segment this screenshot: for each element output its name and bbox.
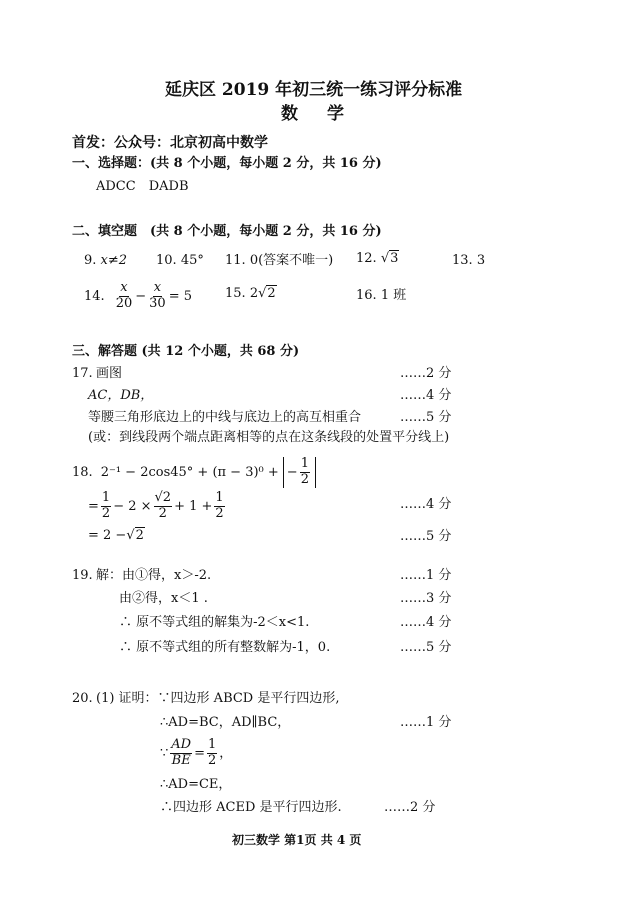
q18-l3-sqrt: √2 xyxy=(126,528,144,543)
q10-number: 10. xyxy=(156,253,177,268)
q20-half-numerator: 1 xyxy=(208,737,217,752)
q18-l2-num-3: 1 xyxy=(215,490,224,505)
q11-number: 11. xyxy=(225,253,246,268)
section1-answers: ADCC DADB xyxy=(96,179,189,194)
q18-line1 xyxy=(72,457,316,488)
q9 xyxy=(84,254,127,267)
q15-number: 15. xyxy=(225,286,246,301)
q15 xyxy=(225,287,277,300)
q17-line2: AC，DB， xyxy=(88,388,154,403)
q20-line3 xyxy=(160,738,232,769)
section2-heading: 二、填空题 (共 8 个小题，每小题 2 分，共 16 分) xyxy=(72,224,382,239)
q17-score1: ……2 分 xyxy=(400,366,452,381)
q11-answer: 0(答案不唯一) xyxy=(249,253,334,268)
q20-half-denominator: 2 xyxy=(208,752,217,768)
q19-score3: ……4 分 xyxy=(400,615,452,630)
q19-number: 19. xyxy=(72,568,93,583)
q12-radicand: 3 xyxy=(390,251,399,266)
q20-fraction-half xyxy=(207,738,217,769)
q17-line3: 等腰三角形底边上的中线与底边上的高互相重合 xyxy=(88,410,362,425)
page-footer: 初三数学 第1页 共 4 页 xyxy=(232,833,362,847)
q14 xyxy=(84,281,192,312)
page-title: 延庆区 2019 年初三统一练习评分标准 xyxy=(165,80,463,100)
q14-numerator-1: x xyxy=(120,280,128,295)
q10 xyxy=(156,254,204,267)
subject-title: 数 学 xyxy=(281,104,350,124)
q11 xyxy=(225,254,333,267)
q18-l2-equals: = xyxy=(88,498,99,514)
q12 xyxy=(356,252,399,265)
q15-coefficient: 2 xyxy=(249,286,259,301)
q20-line4: ∴AD=CE， xyxy=(160,777,232,792)
q20-because: ∵ xyxy=(160,745,169,761)
q19-score1: ……1 分 xyxy=(400,568,452,583)
q14-fraction-1 xyxy=(115,281,134,312)
q18-absolute-value xyxy=(283,457,316,488)
q9-answer: x≠2 xyxy=(100,253,128,268)
q14-denominator-2: 30 xyxy=(149,295,166,311)
q18-l3-radicand: 2 xyxy=(135,528,144,543)
q20-fraction-ad-be xyxy=(170,738,192,769)
q15-sqrt: √2 xyxy=(258,286,276,301)
q17-score3: ……5 分 xyxy=(400,410,452,425)
q9-number: 9. xyxy=(84,253,97,268)
q20-frac-denominator: BE xyxy=(171,752,191,768)
q20-comma: ， xyxy=(219,745,233,761)
q19-score4: ……5 分 xyxy=(400,640,452,655)
q12-number: 12. xyxy=(356,251,377,266)
q18-l2-fraction-2 xyxy=(154,491,173,522)
q13-answer: 3 xyxy=(476,253,486,268)
q17-line4: (或：到线段两个端点距离相等的点在这条线段的处置平分线上) xyxy=(88,430,450,445)
q19-line1: 解：由①得，x＞-2. xyxy=(96,568,212,583)
q14-minus: − xyxy=(135,288,147,304)
q18-number: 18. xyxy=(72,464,93,480)
q19-score2: ……3 分 xyxy=(400,591,452,606)
source-line: 首发：公众号：北京初高中数学 xyxy=(72,135,268,151)
q20-line2: ∴AD=BC，AD∥BC， xyxy=(160,715,291,730)
section1-heading: 一、选择题：(共 8 个小题，每小题 2 分，共 16 分) xyxy=(72,156,382,171)
q18-abs-numerator: 1 xyxy=(300,456,309,471)
q18-abs-fraction xyxy=(300,457,310,488)
q19-line3: ∴ 原不等式组的解集为-2＜x<1. xyxy=(119,615,310,630)
q14-numerator-2: x xyxy=(153,280,162,295)
q17-line1: 画图 xyxy=(96,366,123,381)
q20-equals: = xyxy=(194,745,205,761)
q20-score2: ……1 分 xyxy=(400,715,452,730)
q19-line4: ∴ 原不等式组的所有整数解为-1，0. xyxy=(119,640,331,655)
q17-score2: ……4 分 xyxy=(400,388,452,403)
q18-l2-fraction-1 xyxy=(101,491,111,522)
q17-number: 17. xyxy=(72,366,93,381)
q16-number: 16. xyxy=(356,288,377,303)
q18-abs-minus: − xyxy=(286,464,298,480)
q18-line3 xyxy=(88,529,145,542)
q18-l2-den-1: 2 xyxy=(101,505,111,521)
q18-l2-num-2: √2 xyxy=(154,490,172,505)
q19-line2: 由②得，x＜1 . xyxy=(119,591,208,606)
q10-answer: 45° xyxy=(180,253,204,268)
q20-score5: ……2 分 xyxy=(384,800,436,815)
q20-frac-numerator: AD xyxy=(171,737,192,752)
q18-l2-middle: − 2 × xyxy=(113,498,152,514)
q13-number: 13. xyxy=(452,253,473,268)
q14-fraction-2 xyxy=(148,281,167,312)
q20-line5: ∴四边形 ACED 是平行四边形. xyxy=(160,800,342,815)
q16 xyxy=(356,289,406,302)
q18-line2 xyxy=(88,491,227,522)
q13 xyxy=(452,254,485,267)
q18-l2-num-1: 1 xyxy=(101,490,111,505)
q14-equals: = 5 xyxy=(168,288,192,304)
q15-radicand: 2 xyxy=(267,286,276,301)
section3-heading: 三、解答题 (共 12 个小题，共 68 分) xyxy=(72,344,300,359)
q18-l2-den-2: 2 xyxy=(158,505,167,521)
q18-l2-fraction-3 xyxy=(214,491,224,522)
q18-abs-denominator: 2 xyxy=(300,471,309,487)
q14-denominator-1: 20 xyxy=(115,295,133,311)
q18-l2-plus: + 1 + xyxy=(174,498,213,514)
q20-line1: (1) 证明：∵四边形 ABCD 是平行四边形, xyxy=(96,691,340,706)
q16-answer: 1 班 xyxy=(380,288,407,303)
q18-score3: ……5 分 xyxy=(400,529,452,544)
q20-number: 20. xyxy=(72,691,93,706)
q14-number: 14. xyxy=(84,288,105,304)
q18-expression: 2⁻¹ − 2cos45° + (π − 3)⁰ + xyxy=(100,464,279,480)
q18-l3-text: = 2 − xyxy=(88,528,127,543)
q18-score2: ……4 分 xyxy=(400,497,452,512)
q12-sqrt: √3 xyxy=(380,251,399,266)
q18-l2-den-3: 2 xyxy=(215,505,224,521)
